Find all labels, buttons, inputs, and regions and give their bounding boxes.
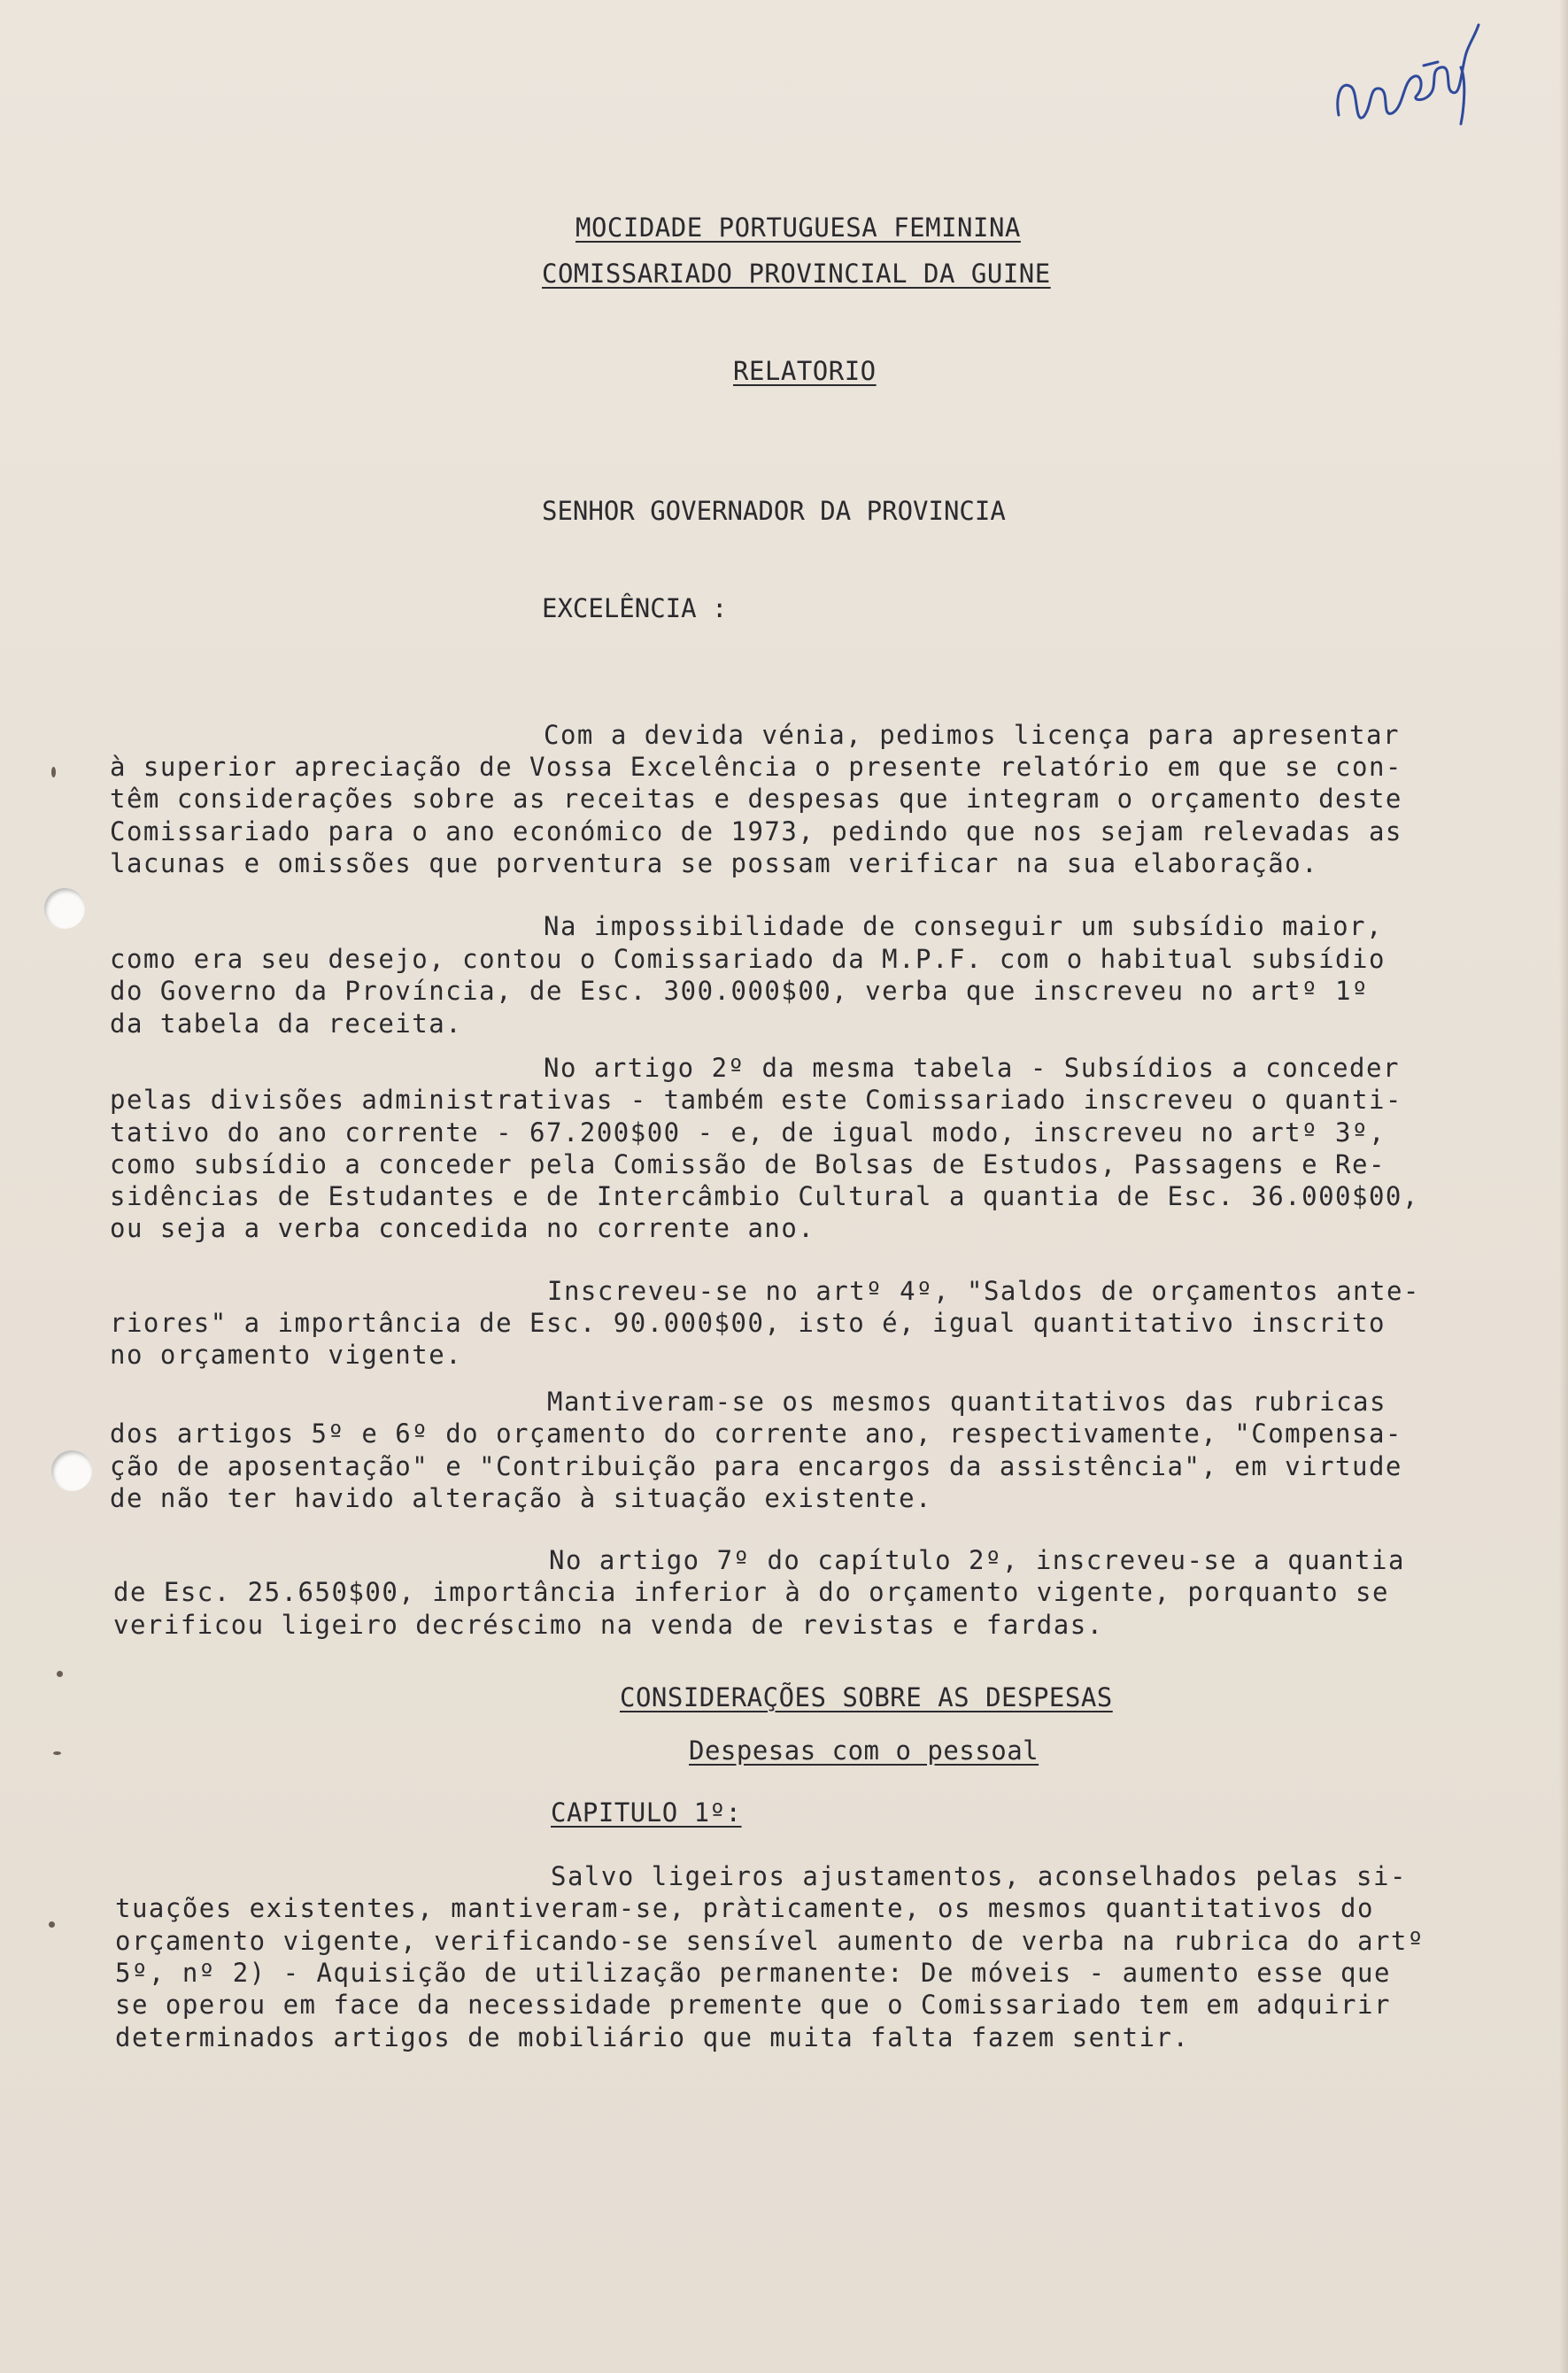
paragraph-2-line: Na impossibilidade de conseguir um subsídio maior, — [544, 911, 1383, 941]
paragraph-1-line: à superior apreciação de Vossa Excelência o presente relatório em que se con- — [110, 752, 1402, 782]
ink-spot — [53, 1751, 61, 1755]
paragraph-2-line: da tabela da receita. — [110, 1009, 463, 1039]
paragraph-1-line: têm considerações sobre as receitas e despesas que integram o orçamento deste — [110, 784, 1402, 814]
salutation: EXCELÊNCIA : — [542, 593, 728, 623]
paragraph-5-line: de não ter havido alteração à situação existente. — [110, 1483, 933, 1513]
paragraph-5-line: dos artigos 5º e 6º do orçamento do corrente ano, respectivamente, "Compensa- — [110, 1418, 1402, 1449]
paragraph-7-line: determinados artigos de mobiliário que muita falta fazem sentir. — [115, 2022, 1190, 2052]
punch-hole-bottom — [51, 1450, 92, 1491]
paragraph-3-line: No artigo 2º da mesma tabela - Subsídios a conceder — [544, 1053, 1400, 1083]
paragraph-4-line: riores" a importância de Esc. 90.000$00, isto é, igual quantitativo inscrito — [110, 1308, 1386, 1338]
ink-spot — [57, 1671, 63, 1677]
paragraph-7-line: se operou em face da necessidade premente que o Comissariado tem em adquirir — [115, 1990, 1391, 2020]
paragraph-7-line: 5º, nº 2) - Aquisição de utilização permanente: De móveis - aumento esse que — [115, 1958, 1391, 1988]
paragraph-5-line: ção de aposentação" e "Contribuição para encargos da assistência", em virtude — [110, 1451, 1402, 1481]
paragraph-4-line: Inscreveu-se no artº 4º, "Saldos de orçamentos ante- — [547, 1276, 1420, 1306]
paragraph-4-line: no orçamento vigente. — [110, 1340, 463, 1370]
paragraph-2-line: do Governo da Província, de Esc. 300.000$00, verba que inscreveu no artº 1º — [110, 976, 1369, 1006]
paragraph-5-line: Mantiveram-se os mesmos quantitativos das rubricas — [547, 1387, 1386, 1417]
paragraph-6-line: No artigo 7º do capítulo 2º, inscreveu-se a quantia — [549, 1545, 1405, 1575]
handwritten-initials-icon — [1328, 18, 1505, 195]
paragraph-3-line: tativo do ano corrente - 67.200$00 - e, de igual modo, inscreveu no artº 3º, — [110, 1117, 1386, 1148]
report-title: RELATORIO — [733, 356, 877, 386]
chapter-title: CAPITULO 1º: — [551, 1797, 742, 1828]
paragraph-1-line: Com a devida vénia, pedimos licença para apresentar — [544, 720, 1400, 750]
paragraph-3-line: como subsídio a conceder pela Comissão de Bolsas de Estudos, Passagens e Re- — [110, 1149, 1386, 1179]
paragraph-1-line: lacunas e omissões que porventura se possam verificar na sua elaboração. — [110, 848, 1319, 878]
paragraph-7-line: Salvo ligeiros ajustamentos, aconselhados pelas si- — [551, 1861, 1407, 1891]
subsection-title: Despesas com o pessoal — [689, 1735, 1039, 1766]
paragraph-6-line: de Esc. 25.650$00, importância inferior à do orçamento vigente, porquanto se — [113, 1577, 1389, 1607]
paragraph-3-line: ou seja a verba concedida no corrente ano. — [110, 1213, 815, 1243]
paragraph-2-line: como era seu desejo, contou o Comissariado da M.P.F. com o habitual subsídio — [110, 944, 1386, 974]
punch-hole-top — [44, 888, 85, 929]
paragraph-3-line: pelas divisões administrativas - também este Comissariado inscreveu o quanti- — [110, 1085, 1402, 1115]
paragraph-3-line: sidências de Estudantes e de Intercâmbio Cultural a quantia de Esc. 36.000$00, — [110, 1181, 1419, 1211]
ink-spot — [51, 767, 56, 777]
paragraph-1-line: Comissariado para o ano económico de 1973, pedindo que nos sejam relevadas as — [110, 816, 1402, 846]
paragraph-6-line: verificou ligeiro decréscimo na venda de revistas e fardas. — [113, 1610, 1104, 1640]
addressee: SENHOR GOVERNADOR DA PROVINCIA — [542, 496, 1006, 526]
organization-name: MOCIDADE PORTUGUESA FEMININA — [575, 213, 1021, 243]
section-title: CONSIDERAÇÕES SOBRE AS DESPESAS — [620, 1682, 1113, 1712]
organization-unit: COMISSARIADO PROVINCIAL DA GUINE — [542, 259, 1051, 289]
ink-spot — [49, 1921, 55, 1928]
paragraph-7-line: orçamento vigente, verificando-se sensível aumento de verba na rubrica do artº — [115, 1926, 1425, 1956]
paragraph-7-line: tuações existentes, mantiveram-se, pràticamente, os mesmos quantitativos do — [115, 1893, 1374, 1923]
